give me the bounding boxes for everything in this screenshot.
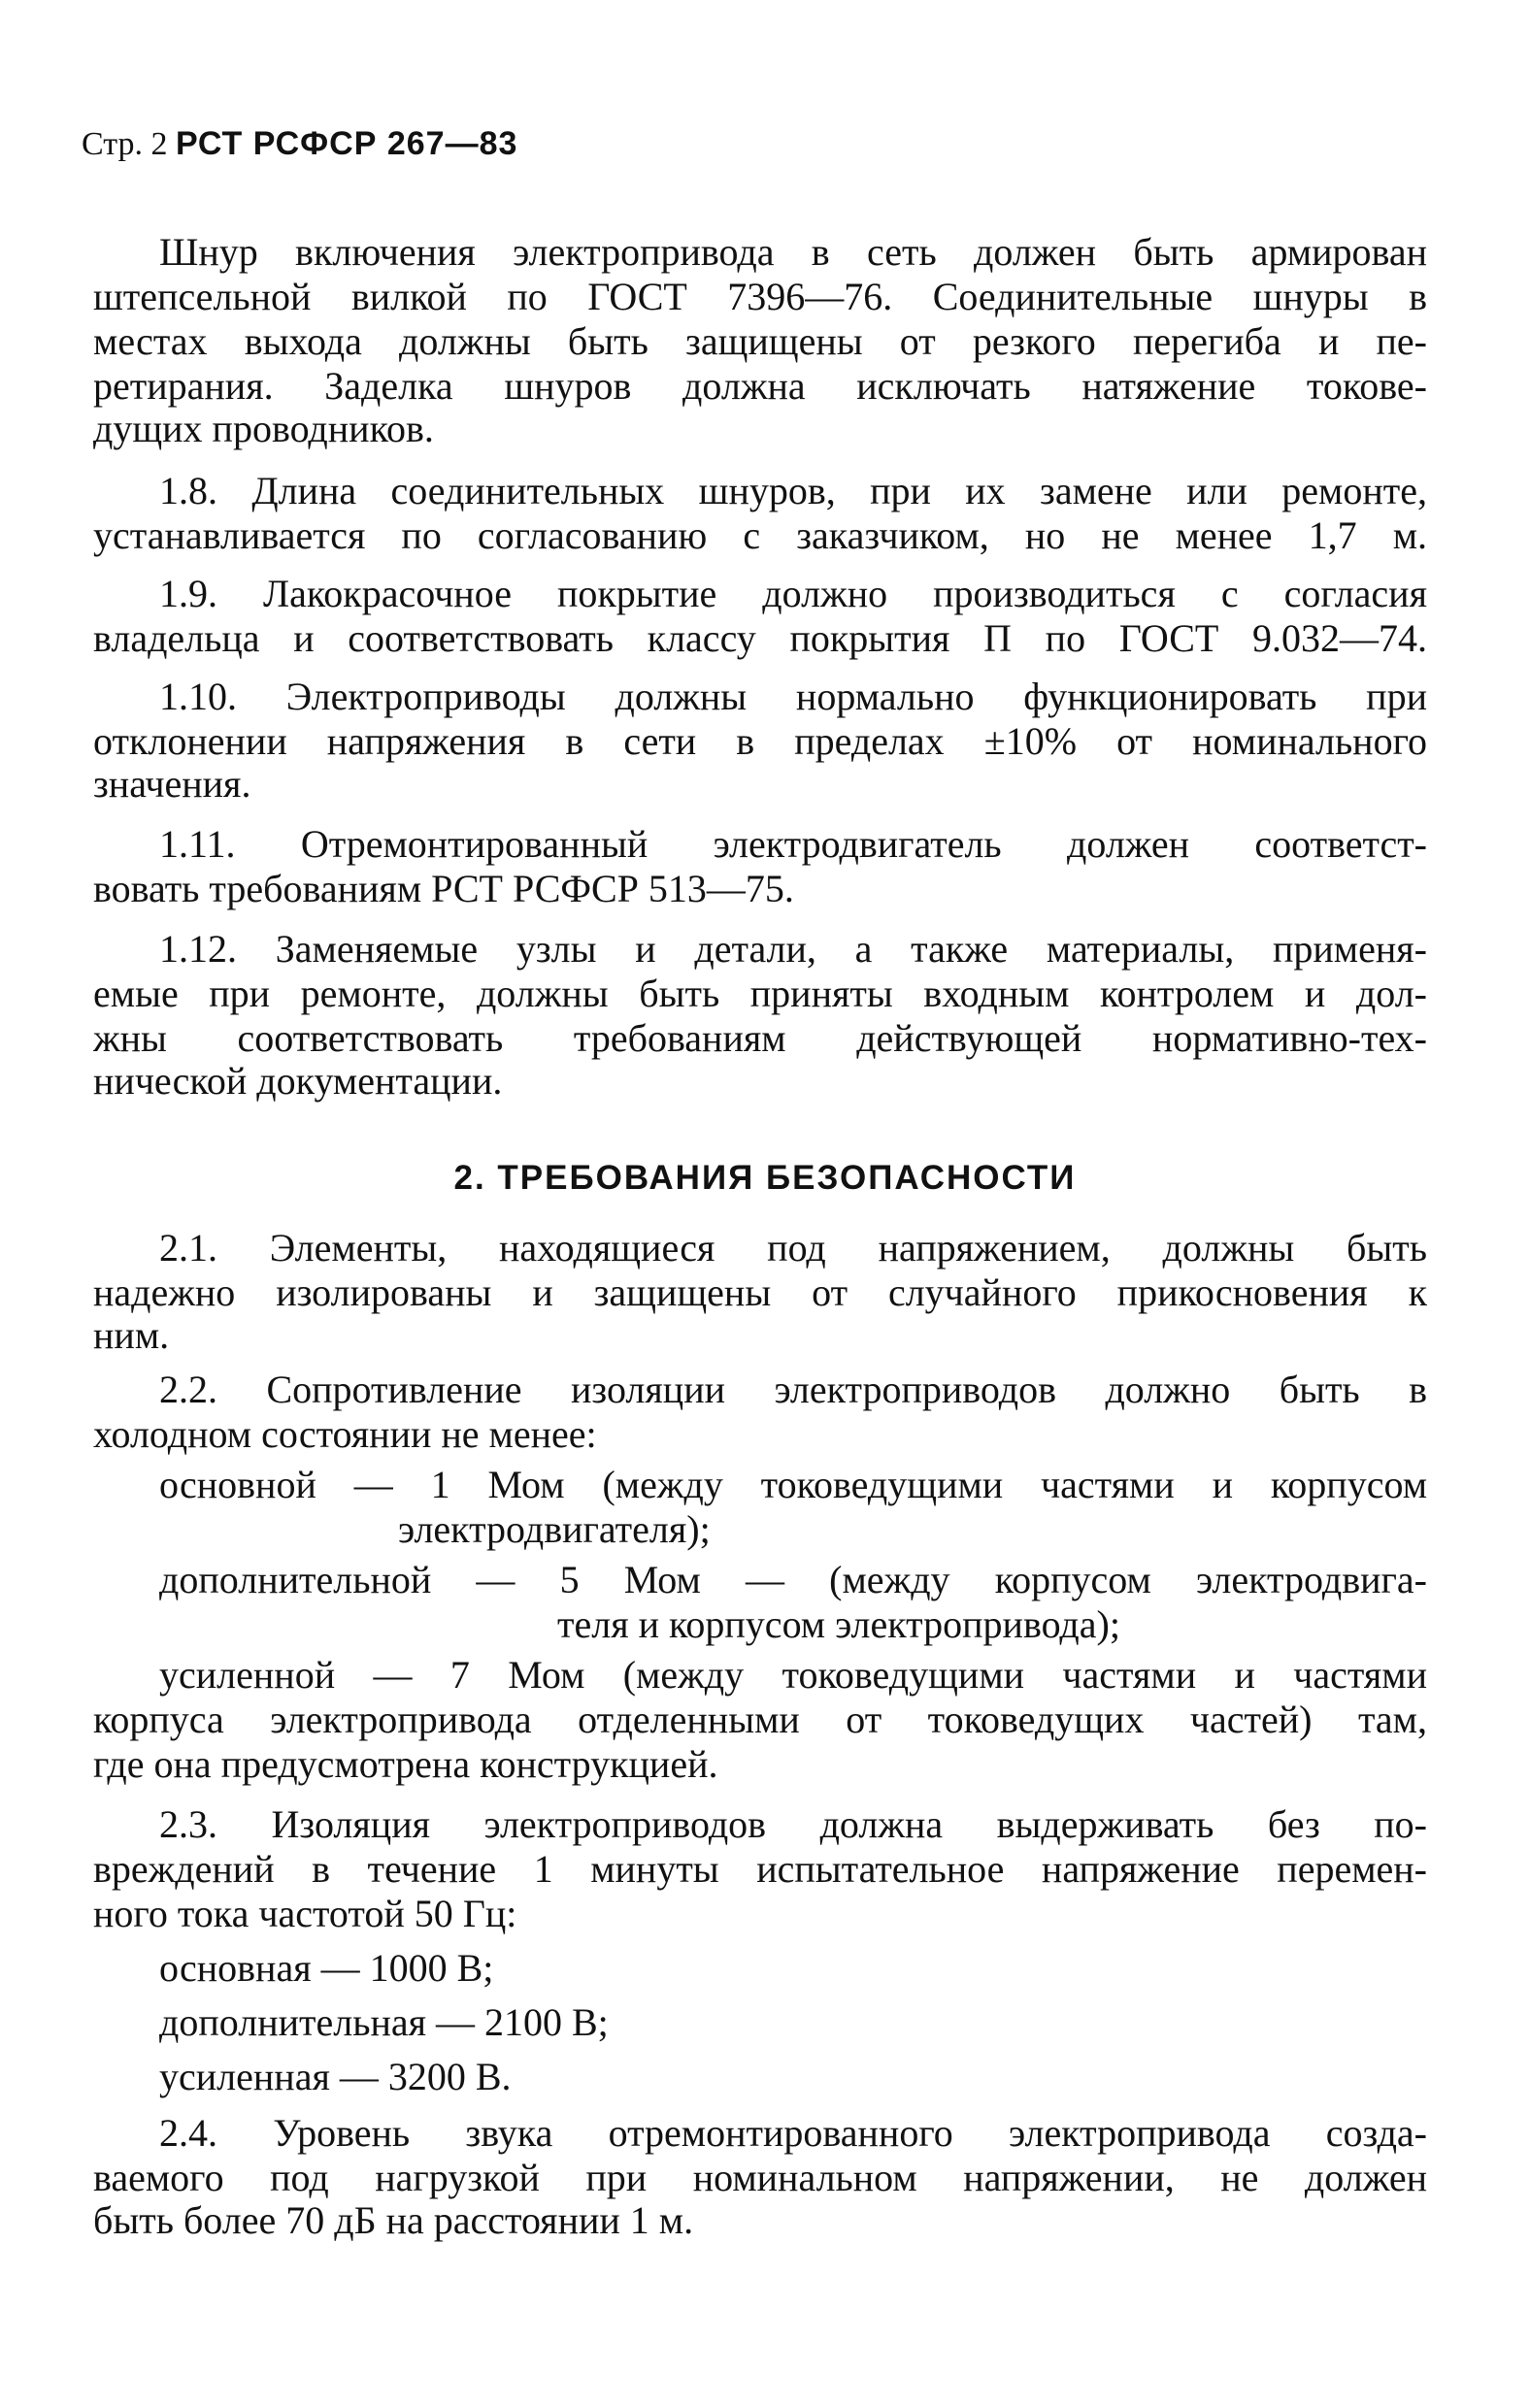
text-line: 2.3. Изоляция электроприводов должна выдерживать без по- [159, 1802, 1427, 1846]
text-line: местах выхода должны быть защищены от резкого перегиба и пе- [93, 319, 1427, 363]
text-line: усиленная — 3200 В. [159, 2055, 512, 2098]
text-line: 1.8. Длина соединительных шнуров, при их замене или ремонте, [159, 469, 1427, 512]
page-header [82, 124, 517, 164]
text-line: 1.10. Электроприводы должны нормально функционировать при [159, 675, 1427, 718]
text-line: надежно изолированы и защищены от случайного прикосновения к [93, 1270, 1427, 1314]
text-line: ним. [93, 1313, 170, 1357]
text-line: теля и корпусом электропривода); [557, 1602, 1120, 1646]
section-heading: 2. ТРЕБОВАНИЯ БЕЗОПАСНОСТИ [453, 1159, 1077, 1197]
text-line: 2.1. Элементы, находящиеся под напряжением, должны быть [159, 1226, 1427, 1270]
text-line: усиленной — 7 Мом (между токоведущими частями и частями [159, 1653, 1427, 1697]
text-line: 1.9. Лакокрасочное покрытие должно производиться с согласия [159, 572, 1427, 615]
text-line: корпуса электропривода отделенными от токоведущих частей) там, [93, 1698, 1427, 1741]
text-line: дущих проводников. [93, 407, 434, 450]
text-line: основной — 1 Мом (между токоведущими частями и корпусом [159, 1463, 1427, 1506]
text-line: 1.11. Отремонтированный электродвигатель должен соответст- [159, 822, 1427, 866]
text-line: электродвигателя); [398, 1507, 711, 1551]
text-line: владельца и соответствовать классу покрытия П по ГОСТ 9.032—74. [93, 616, 1427, 660]
text-line: штепсельной вилкой по ГОСТ 7396—76. Соединительные шнуры в [93, 275, 1427, 318]
text-line: 2.4. Уровень звука отремонтированного электропривода созда- [159, 2111, 1427, 2155]
text-line: 1.12. Заменяемые узлы и детали, а также материалы, применя- [159, 927, 1427, 971]
text-line: холодном состоянии не менее: [93, 1412, 597, 1456]
text-line: вовать требованиям РСТ РСФСР 513—75. [93, 867, 794, 910]
text-line: вреждений в течение 1 минуты испытательное напряжение перемен- [93, 1847, 1427, 1891]
text-line: ваемого под нагрузкой при номинальном напряжении, не должен [93, 2156, 1427, 2199]
page-number: Стр. 2 [82, 126, 168, 162]
standard-code: РСТ РСФСР 267—83 [176, 125, 518, 162]
text-line: 2.2. Сопротивление изоляции электроприводов должно быть в [159, 1368, 1427, 1411]
text-line: быть более 70 дБ на расстоянии 1 м. [93, 2198, 694, 2242]
text-line: ного тока частотой 50 Гц: [93, 1892, 517, 1935]
text-line: емые при ремонте, должны быть приняты входным контролем и дол- [93, 972, 1427, 1015]
text-line: нической документации. [93, 1059, 503, 1103]
text-line: где она предусмотрена конструкцией. [93, 1742, 718, 1786]
text-line: устанавливается по согласованию с заказчиком, но не менее 1,7 м. [93, 513, 1427, 557]
text-line: Шнур включения электропривода в сеть должен быть армирован [159, 230, 1427, 274]
text-line: значения. [93, 762, 251, 806]
text-line: основная — 1000 В; [159, 1946, 494, 1990]
text-line: ретирания. Заделка шнуров должна исключать натяжение токове- [93, 364, 1427, 408]
text-line: дополнительной — 5 Мом — (между корпусом электродвига- [159, 1558, 1427, 1601]
text-line: жны соответствовать требованиям действующей нормативно-тех- [93, 1016, 1427, 1060]
text-line: отклонении напряжения в сети в пределах ±10% от номинального [93, 719, 1427, 763]
text-line: дополнительная — 2100 В; [159, 2000, 609, 2044]
